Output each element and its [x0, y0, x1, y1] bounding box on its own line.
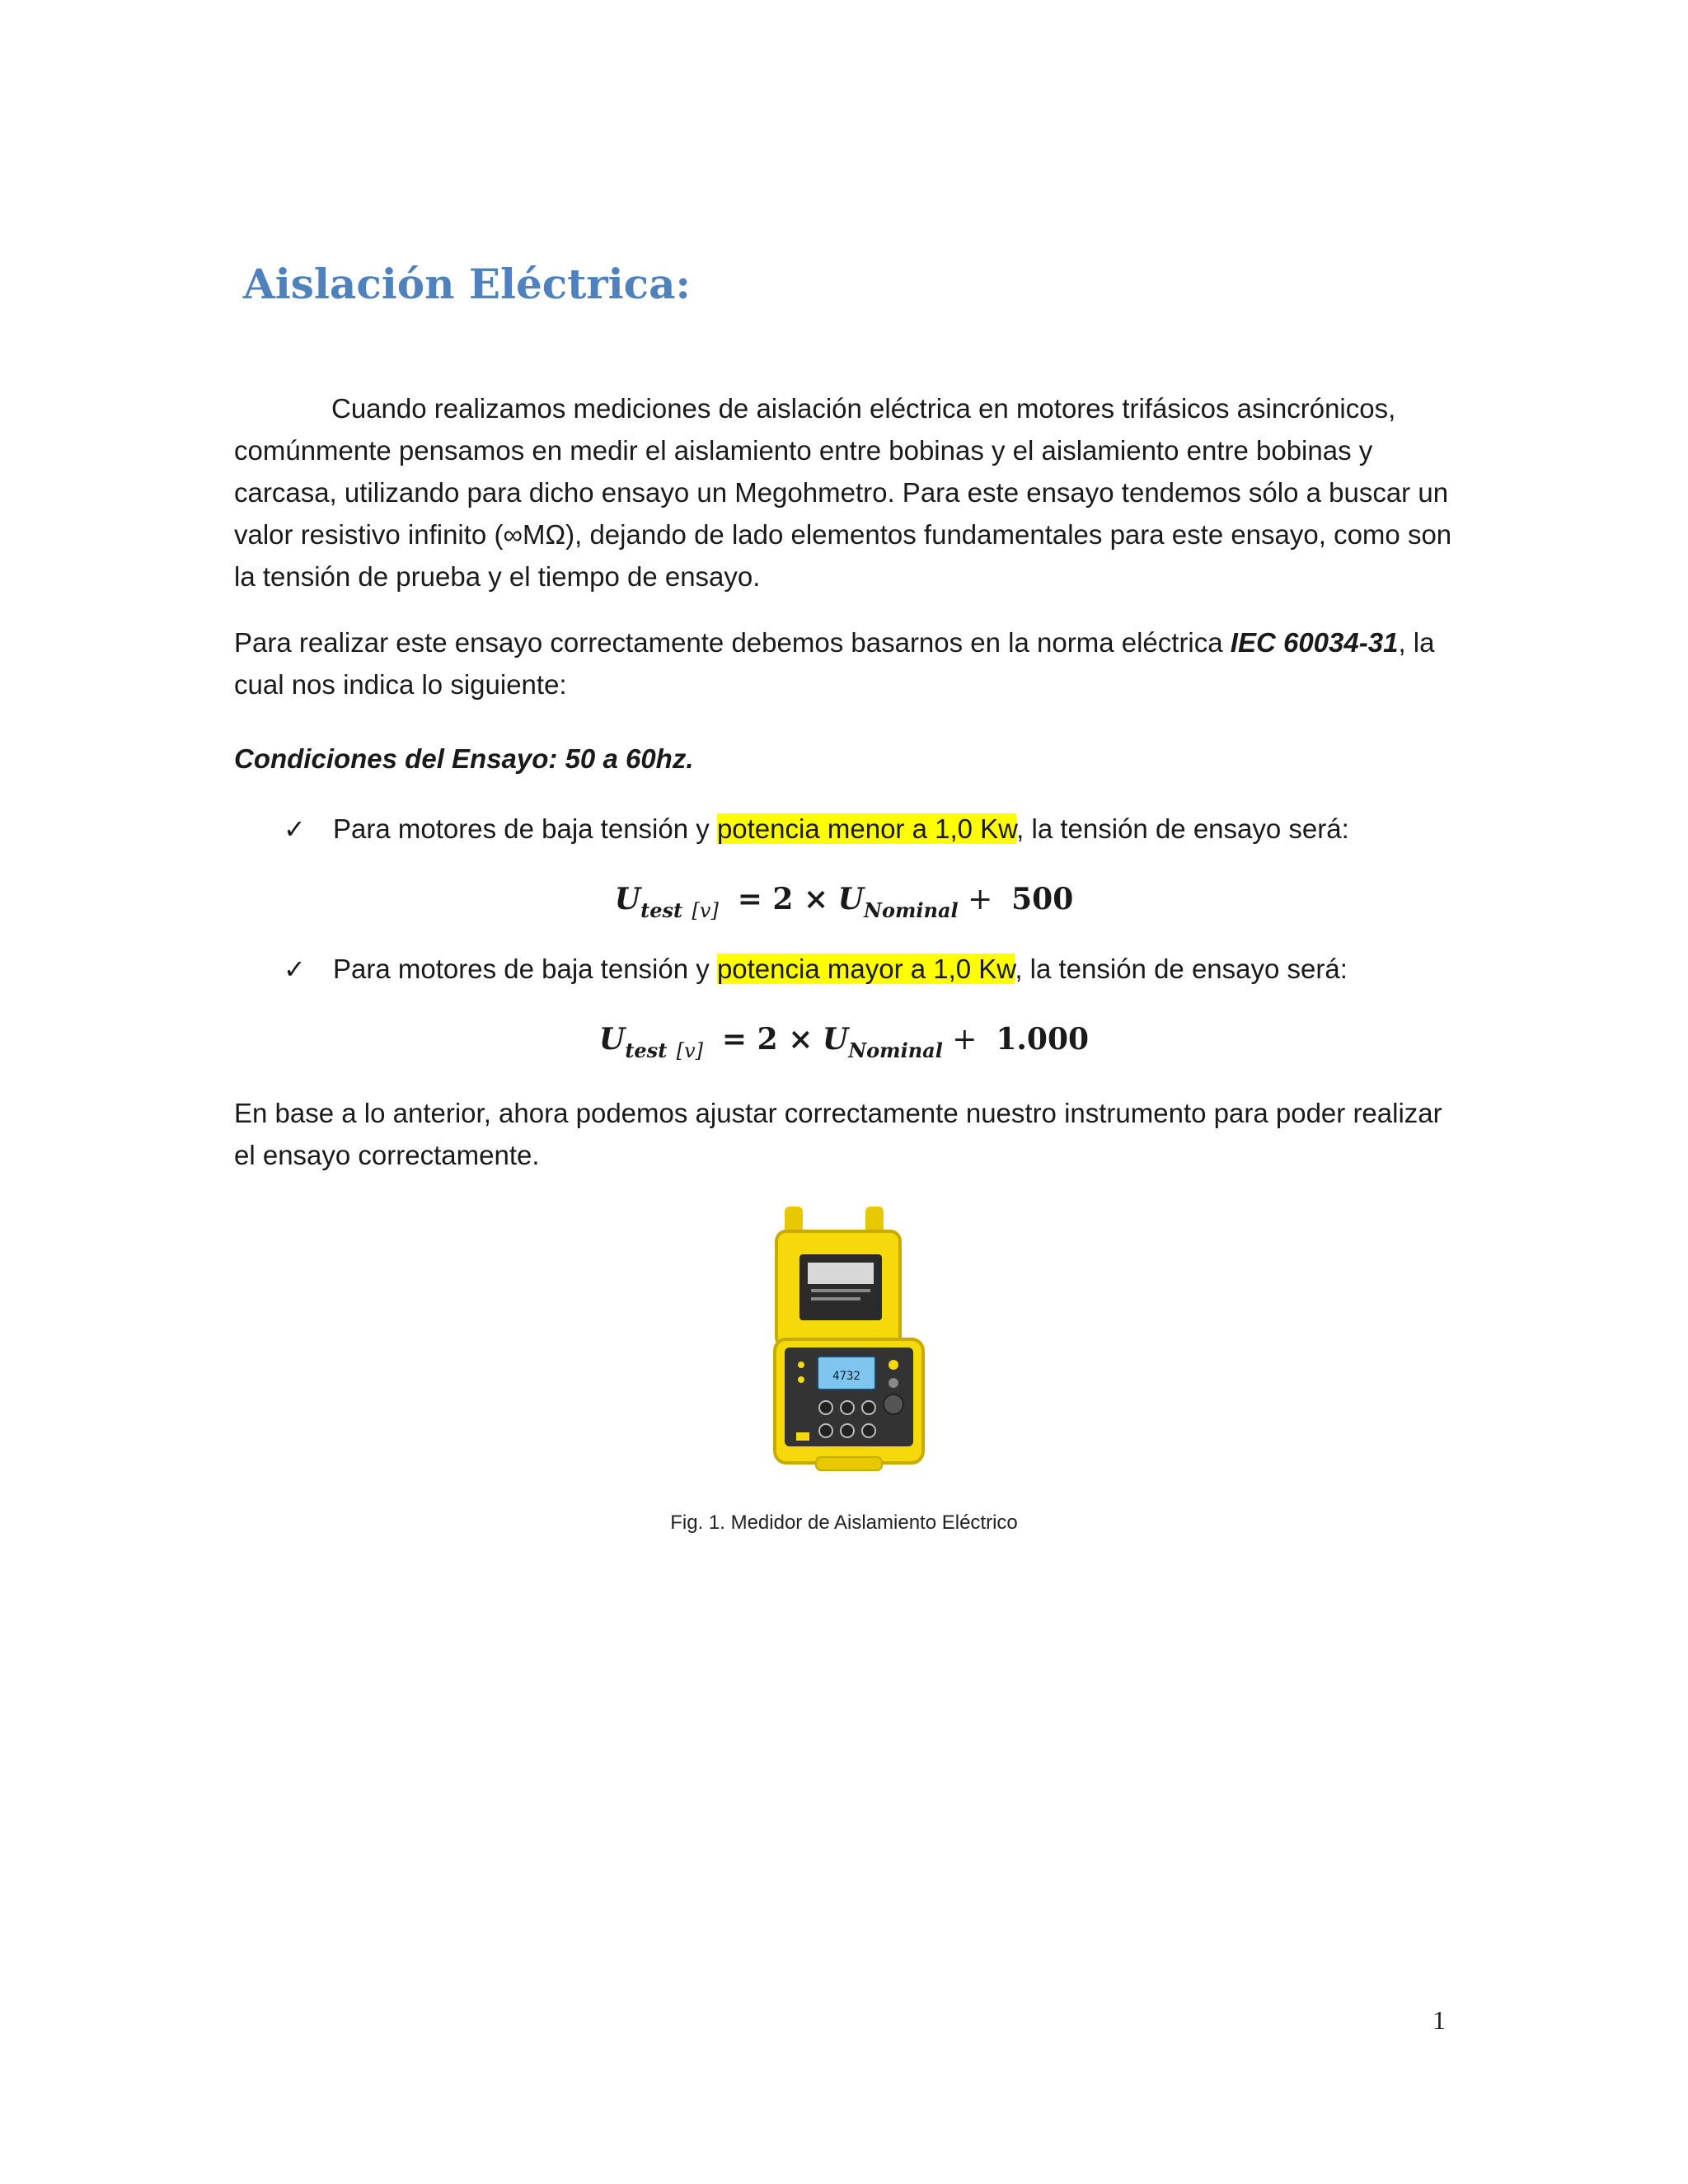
- terminal-jack: [819, 1401, 832, 1414]
- control-button: [889, 1360, 898, 1370]
- bullet-low-power: [284, 808, 1349, 851]
- conclusion-paragraph: En base a lo anterior, ahora podemos ajustar correctamente nuestro instrumento para poder realizar el ensayo correctamente.: [234, 1098, 1442, 1170]
- formula-subscript: Nominal: [848, 1038, 943, 1062]
- formula-operator: +: [952, 1023, 978, 1057]
- bullet-text: , la tensión de ensayo será:: [1016, 813, 1349, 844]
- bullet-text: , la tensión de ensayo será:: [1015, 954, 1348, 984]
- terminal-jack: [819, 1424, 832, 1437]
- control-button: [889, 1378, 898, 1388]
- formula-constant: 500: [1011, 882, 1074, 916]
- lcd-reading: 4732: [832, 1370, 860, 1383]
- page-number: 1: [1432, 2005, 1446, 2035]
- formula-subscript: Nominal: [864, 898, 959, 922]
- formula-operator: +: [968, 883, 993, 916]
- label-line: [811, 1297, 860, 1301]
- bullet-text: Para motores de baja tensión y: [333, 813, 717, 844]
- norm-text-before: Para realizar este ensayo correctamente debemos basarnos en la norma eléctrica: [234, 627, 1231, 658]
- rotary-knob: [884, 1394, 903, 1414]
- insulation-tester-figure: [767, 1203, 1039, 1475]
- formula-subscript: test: [640, 898, 683, 922]
- insulation-tester-image: [767, 1203, 1039, 1475]
- formula-unit: [v]: [676, 1039, 704, 1062]
- highlighted-text: potencia mayor a 1,0 Kw: [716, 954, 1015, 984]
- lid-label: [808, 1263, 874, 1284]
- bullet-high-power: [284, 948, 1348, 991]
- page-title: Aislación Eléctrica:: [243, 260, 691, 308]
- check-icon: ✓: [284, 954, 306, 985]
- formula-subscript: test: [625, 1038, 668, 1062]
- formula-variable: U: [598, 1022, 626, 1057]
- formula-low-power: [0, 882, 1688, 922]
- bullet-text: Para motores de baja tensión y: [333, 954, 717, 984]
- norm-paragraph: [234, 621, 1454, 705]
- case-front-handle: [816, 1457, 882, 1470]
- terminal-jack: [862, 1424, 875, 1437]
- formula-variable: U: [614, 882, 641, 916]
- conditions-heading: Condiciones del Ensayo: 50 a 60hz.: [234, 743, 694, 774]
- formula-operator: = 2 ×: [721, 1022, 814, 1057]
- intro-text: Cuando realizamos mediciones de aislación eléctrica en motores trifásicos asincrónicos, comúnmente pensamos en medir el aislamiento entre bobinas y el aislamiento entre bobinas y carcasa, utilizando para dicho ensayo un Megohmetro. Para este ensayo tendemos sólo a buscar un valor resistivo infinito (∞MΩ), dejando de lado elementos fundamentales para este ensayo, como son la tensión de prueba y el tiempo de ensayo.: [234, 393, 1452, 592]
- indicator-light: [798, 1376, 804, 1383]
- formula-high-power: [0, 1022, 1688, 1062]
- terminal-jack: [841, 1424, 854, 1437]
- formula-constant: 1.000: [996, 1022, 1090, 1057]
- terminal-jack: [862, 1401, 875, 1414]
- norm-name: IEC 60034-31: [1230, 627, 1399, 658]
- figure-caption: Fig. 1. Medidor de Aislamiento Eléctrico: [670, 1511, 1018, 1534]
- formula-variable: U: [822, 1022, 849, 1057]
- formula-operator: = 2 ×: [737, 882, 829, 916]
- indicator-light: [798, 1361, 804, 1368]
- highlighted-text: potencia menor a 1,0 Kw: [716, 813, 1017, 844]
- check-icon: ✓: [284, 813, 306, 845]
- norm-text-after: , la cual nos indica lo siguiente:: [234, 627, 1435, 700]
- brand-logo: [796, 1432, 809, 1441]
- label-line: [811, 1289, 870, 1292]
- intro-paragraph: [234, 387, 1454, 598]
- formula-unit: [v]: [692, 899, 719, 922]
- formula-variable: U: [837, 882, 865, 916]
- terminal-jack: [841, 1401, 854, 1414]
